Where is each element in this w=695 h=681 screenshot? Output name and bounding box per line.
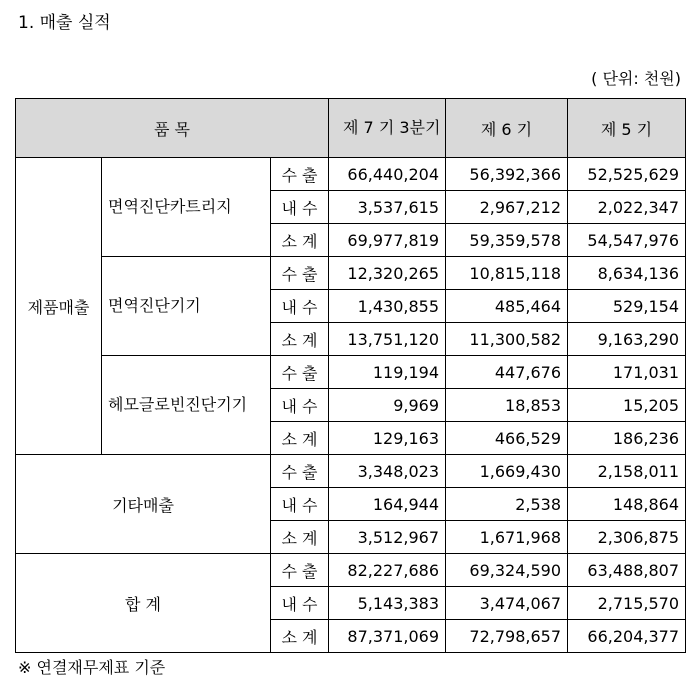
- row-kind: 내 수: [271, 191, 329, 224]
- value-p6: 3,474,067: [446, 587, 568, 620]
- row-kind: 내 수: [271, 587, 329, 620]
- table-row: [16, 257, 686, 290]
- value-p6: 447,676: [446, 356, 568, 389]
- row-kind: 내 수: [271, 389, 329, 422]
- row-kind: 소 계: [271, 224, 329, 257]
- value-p7: 9,969: [329, 389, 446, 422]
- row-kind: 수 출: [271, 554, 329, 587]
- row-kind: 수 출: [271, 257, 329, 290]
- value-p7: 129,163: [329, 422, 446, 455]
- footnote: ※ 연결재무제표 기준: [18, 658, 166, 677]
- value-p7: 12,320,265: [329, 257, 446, 290]
- value-p6: 10,815,118: [446, 257, 568, 290]
- value-p6: 1,671,968: [446, 521, 568, 554]
- value-p7: 87,371,069: [329, 620, 446, 653]
- value-p6: 2,538: [446, 488, 568, 521]
- value-p7: 66,440,204: [329, 158, 446, 191]
- header-period6: 제 6 기: [446, 99, 568, 158]
- header-row: [16, 99, 686, 158]
- value-p5: 2,158,011: [568, 455, 686, 488]
- value-p7: 13,751,120: [329, 323, 446, 356]
- section-title: 1. 매출 실적: [18, 13, 111, 33]
- group-name: 면역진단기기: [102, 257, 271, 356]
- value-p6: 466,529: [446, 422, 568, 455]
- row-kind: 소 계: [271, 323, 329, 356]
- value-p7: 3,512,967: [329, 521, 446, 554]
- value-p5: 66,204,377: [568, 620, 686, 653]
- value-p7: 5,143,383: [329, 587, 446, 620]
- value-p6: 18,853: [446, 389, 568, 422]
- table-row: [16, 455, 686, 488]
- value-p7: 1,430,855: [329, 290, 446, 323]
- header-period5: 제 5 기: [568, 99, 686, 158]
- value-p5: 2,022,347: [568, 191, 686, 224]
- value-p7: 164,944: [329, 488, 446, 521]
- value-p5: 148,864: [568, 488, 686, 521]
- value-p6: 72,798,657: [446, 620, 568, 653]
- header-period7: 제 7 기 3분기: [329, 99, 446, 158]
- value-p5: 171,031: [568, 356, 686, 389]
- group-name: 면역진단카트리지: [102, 158, 271, 257]
- value-p7: 69,977,819: [329, 224, 446, 257]
- sales-table: [15, 98, 686, 653]
- value-p6: 485,464: [446, 290, 568, 323]
- table-row: [16, 356, 686, 389]
- row-kind: 소 계: [271, 521, 329, 554]
- row-kind: 소 계: [271, 422, 329, 455]
- value-p5: 2,306,875: [568, 521, 686, 554]
- value-p5: 52,525,629: [568, 158, 686, 191]
- group-name: 기타매출: [16, 455, 271, 554]
- value-p5: 9,163,290: [568, 323, 686, 356]
- value-p6: 69,324,590: [446, 554, 568, 587]
- value-p7: 3,348,023: [329, 455, 446, 488]
- row-kind: 내 수: [271, 290, 329, 323]
- value-p6: 56,392,366: [446, 158, 568, 191]
- value-p6: 11,300,582: [446, 323, 568, 356]
- group-name: 합 계: [16, 554, 271, 653]
- value-p7: 82,227,686: [329, 554, 446, 587]
- value-p5: 54,547,976: [568, 224, 686, 257]
- value-p7: 3,537,615: [329, 191, 446, 224]
- value-p6: 2,967,212: [446, 191, 568, 224]
- row-kind: 수 출: [271, 356, 329, 389]
- table-row: [16, 554, 686, 587]
- main-category-cell: 제품매출: [16, 158, 102, 455]
- value-p5: 529,154: [568, 290, 686, 323]
- value-p5: 15,205: [568, 389, 686, 422]
- value-p7: 119,194: [329, 356, 446, 389]
- unit-label: ( 단위: 천원): [591, 69, 681, 88]
- group-name: 헤모글로빈진단기기: [102, 356, 271, 455]
- table-row: [16, 158, 686, 191]
- value-p5: 2,715,570: [568, 587, 686, 620]
- row-kind: 내 수: [271, 488, 329, 521]
- value-p5: 63,488,807: [568, 554, 686, 587]
- header-item: 품 목: [16, 99, 329, 158]
- value-p5: 186,236: [568, 422, 686, 455]
- row-kind: 소 계: [271, 620, 329, 653]
- value-p6: 59,359,578: [446, 224, 568, 257]
- row-kind: 수 출: [271, 158, 329, 191]
- value-p5: 8,634,136: [568, 257, 686, 290]
- value-p6: 1,669,430: [446, 455, 568, 488]
- row-kind: 수 출: [271, 455, 329, 488]
